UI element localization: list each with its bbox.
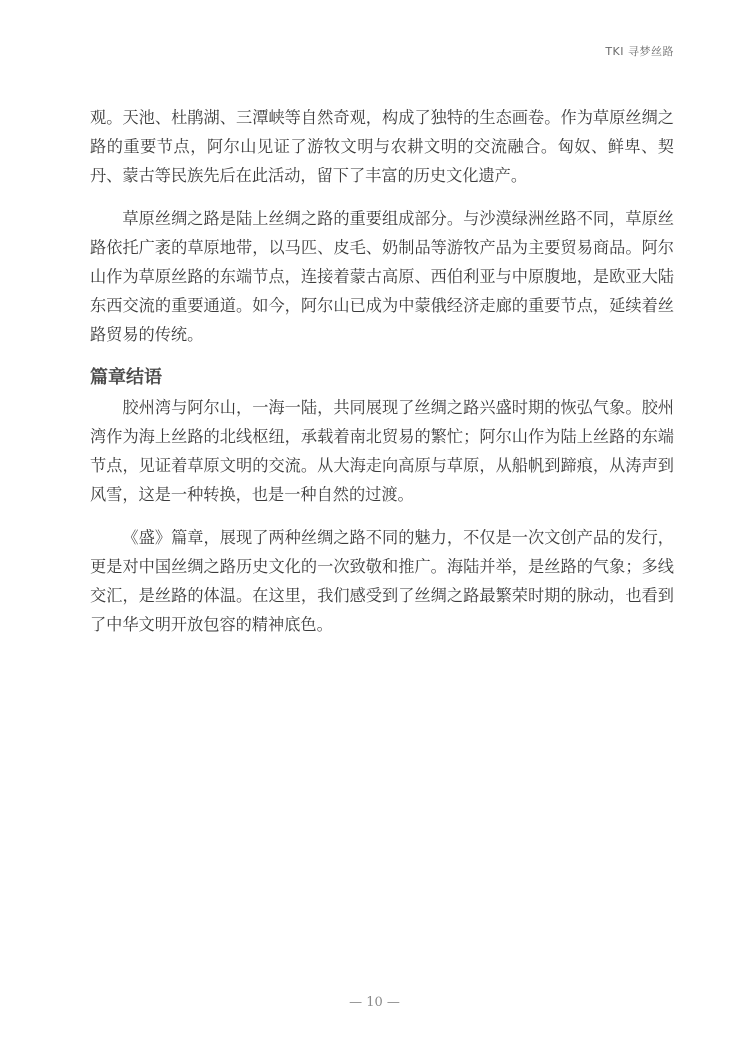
paragraph-grassland-silk-road: 草原丝绸之路是陆上丝绸之路的重要组成部分。与沙漠绿洲丝路不同，草原丝路依托广袤的草原地带，以马匹、皮毛、奶制品等游牧产品为主要贸易商品。阿尔山作为草原丝路的东端节点，连接着蒙古高原、西伯利亚与中原腹地，是欧亚大陆东西交流的重要通道。如今，阿尔山已成为中蒙俄经济走廊的重要节点，延续着丝路贸易的传统。: [90, 209, 674, 344]
section-title: 篇章结语: [90, 367, 162, 388]
paragraph-conclusion-2: 《盛》篇章，展现了两种丝绸之路不同的魅力，不仅是一次文创产品的发行，更是对中国丝绸之路历史文化的一次致敬和推广。海陆并举，是丝路的气象；多线交汇，是丝路的体温。在这里，我们感受到了丝绸之路最繁荣时期的脉动，也看到了中华文明开放包容的精神底色。: [90, 528, 674, 634]
running-header: TKI 寻梦丝路: [605, 45, 674, 58]
page-number: — 10 —: [349, 995, 400, 1010]
paragraph-continued: 观。天池、杜鹃湖、三潭峡等自然奇观，构成了独特的生态画卷。作为草原丝绸之路的重要节点，阿尔山见证了游牧文明与农耕文明的交流融合。匈奴、鲜卑、契丹、蒙古等民族先后在此活动，留下了丰富的历史文化遗产。: [90, 108, 674, 185]
body-content: [90, 103, 674, 653]
paragraph-conclusion-1: 胶州湾与阿尔山，一海一陆，共同展现了丝绸之路兴盛时期的恢弘气象。胶州湾作为海上丝路的北线枢纽，承载着南北贸易的繁忙；阿尔山作为陆上丝路的东端节点，见证着草原文明的交流。从大海走向高原与草原，从船帆到蹄痕，从涛声到风雪，这是一种转换，也是一种自然的过渡。: [90, 398, 674, 504]
